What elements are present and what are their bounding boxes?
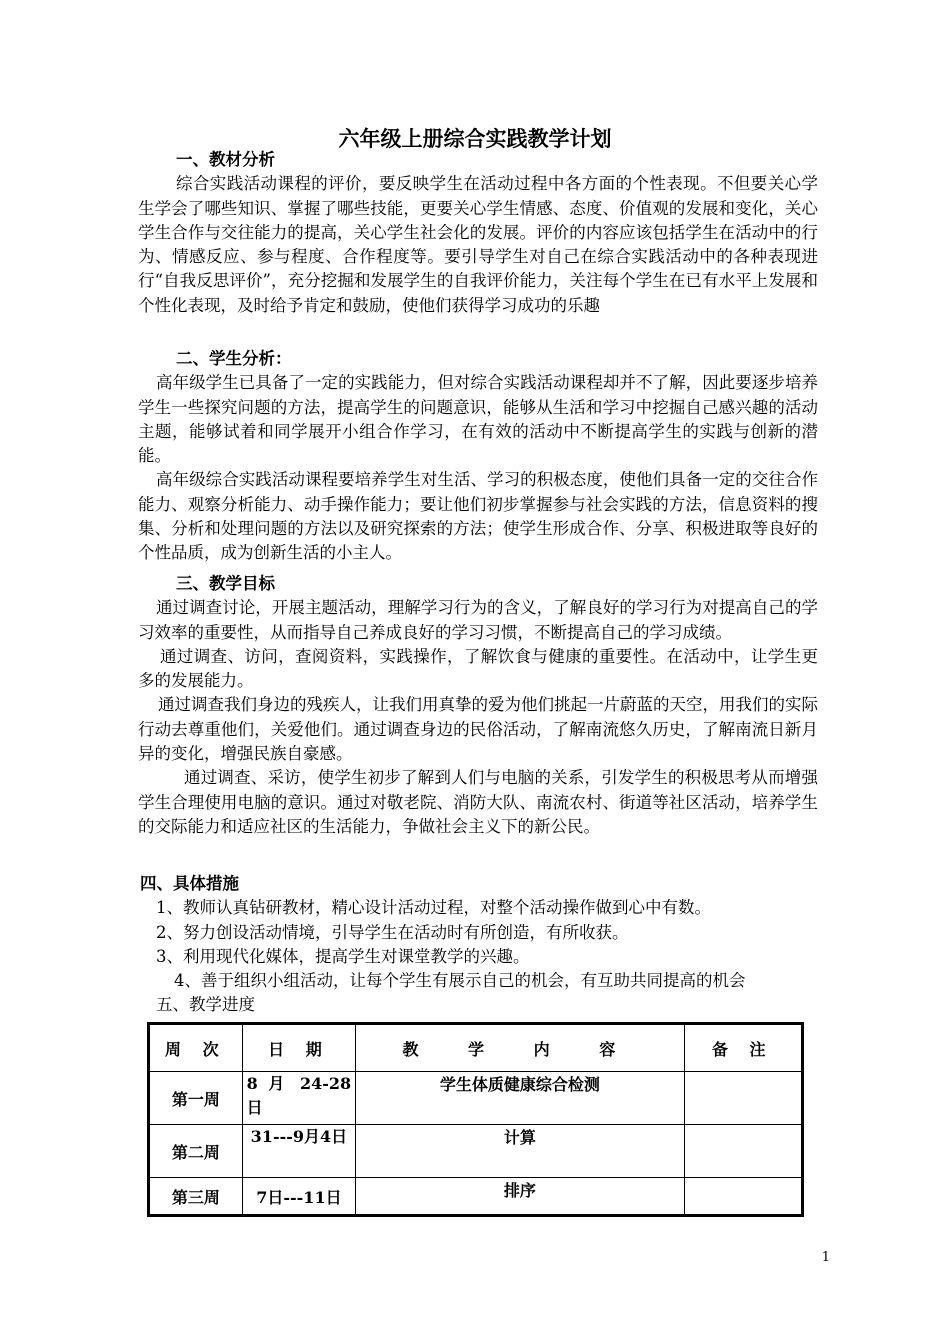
table-row bbox=[149, 1072, 803, 1125]
table-row bbox=[149, 1178, 803, 1216]
page-number: 1 bbox=[821, 1250, 830, 1265]
list-item: 3、利用现代化媒体，提高学生对课堂教学的兴趣。 bbox=[156, 946, 530, 966]
section-heading: 五、教学进度 bbox=[156, 995, 255, 1015]
section-goals bbox=[138, 572, 818, 839]
list-item: 4、善于组织小组活动，让每个学生有展示自己的机会，有互助共同提高的机会 bbox=[174, 971, 746, 991]
cell-note bbox=[684, 1072, 803, 1125]
header-date: 日 期 bbox=[242, 1024, 356, 1072]
section-heading: 一、教材分析 bbox=[176, 150, 275, 169]
schedule-table bbox=[147, 1022, 804, 1217]
paragraph: 通过调查我们身边的残疾人，让我们用真挚的爱为他们挑起一片蔚蓝的天空，用我们的实际行动去尊重他们，关爱他们。通过调查身边的民俗活动，了解南流悠久历史，了解南流日新月异的变化，增强民族自豪感。 bbox=[138, 695, 818, 764]
header-note: 备 注 bbox=[684, 1024, 803, 1072]
cell-content: 计算 bbox=[356, 1125, 684, 1178]
cell-content: 排序 bbox=[356, 1178, 684, 1216]
list-item: 2、努力创设活动情境，引导学生在活动时有所创造，有所收获。 bbox=[156, 922, 629, 942]
cell-week: 第一周 bbox=[149, 1072, 243, 1125]
paragraph: 通过调查讨论，开展主题活动，理解学习行为的含义，了解良好的学习行为对提高自己的学习效率的重要性，从而指导自己养成良好的学习习惯，不断提高自己的学习成绩。 bbox=[138, 598, 818, 642]
paragraph: 通过调查、访问，查阅资料，实践操作，了解饮食与健康的重要性。在活动中，让学生更多的发展能力。 bbox=[138, 646, 818, 691]
table-header-row bbox=[149, 1024, 803, 1072]
paragraph: 通过调查、采访，使学生初步了解到人们与电脑的关系，引发学生的积极思考从而增强学生合理使用电脑的意识。通过对敬老院、消防大队、南流农村、街道等社区活动，培养学生的交际能力和适应社区的生活能力，争做社会主义下的新公民。 bbox=[138, 768, 818, 836]
list-item: 1、教师认真钻研教材，精心设计活动过程，对整个活动操作做到心中有数。 bbox=[156, 898, 711, 918]
section-heading: 二、学生分析： bbox=[176, 349, 292, 368]
section-heading: 四、具体措施 bbox=[140, 874, 239, 893]
paragraph: 综合实践活动课程的评价，要反映学生在活动过程中各方面的个性表现。不但要关心学生学会了哪些知识、掌握了哪些技能，更要关心学生情感、态度、价值观的发展和变化，关心学生合作与交往能力的提高，关心学生社会化的发展。评价的内容应该包括学生在活动中的行为、情感反应、参与程度、合作程度等。要引导学生对自己在综合实践活动中的各种表现进行“自我反思评价”，充分挖掘和发展学生的自我评价能力，关注每个学生在已有水平上发展和个性化表现，及时给予肯定和鼓励，使他们获得学习成功的乐趣 bbox=[138, 174, 818, 315]
cell-week: 第三周 bbox=[149, 1178, 243, 1216]
section-students bbox=[138, 347, 818, 566]
table-row bbox=[149, 1125, 803, 1178]
header-week: 周 次 bbox=[149, 1024, 243, 1072]
cell-date: 8 月 24-28 日 bbox=[242, 1072, 356, 1125]
header-content: 教 学 内 容 bbox=[356, 1024, 684, 1072]
cell-content: 学生体质健康综合检测 bbox=[356, 1072, 684, 1125]
paragraph: 高年级综合实践活动课程要培养学生对生活、学习的积极态度，使他们具备一定的交往合作能力、观察分析能力、动手操作能力；要让他们初步掌握参与社会实践的方法，信息资料的搜集、分析和处理问题的方法以及研究探索的方法；使学生形成合作、分享、积极进取等良好的个性品质，成为创新生活的小主人。 bbox=[138, 470, 818, 563]
section-heading: 三、教学目标 bbox=[176, 574, 275, 593]
cell-date: 31---9月4日 bbox=[242, 1125, 356, 1178]
section-measures bbox=[138, 872, 818, 1018]
paragraph: 高年级学生已具备了一定的实践能力，但对综合实践活动课程却并不了解，因此要逐步培养学生一些探究问题的方法，提高学生的问题意识，能够从生活和学习中挖掘自己感兴趣的活动主题，能够试着和同学展开小组合作学习，在有效的活动中不断提高学生的实践与创新的潜能。 bbox=[138, 373, 818, 466]
cell-note bbox=[684, 1125, 803, 1178]
cell-week: 第二周 bbox=[149, 1125, 243, 1178]
page-title: 六年级上册综合实践教学计划 bbox=[338, 126, 612, 151]
cell-note bbox=[684, 1178, 803, 1216]
section-materials bbox=[138, 148, 818, 318]
cell-date: 7日---11日 bbox=[242, 1178, 356, 1216]
